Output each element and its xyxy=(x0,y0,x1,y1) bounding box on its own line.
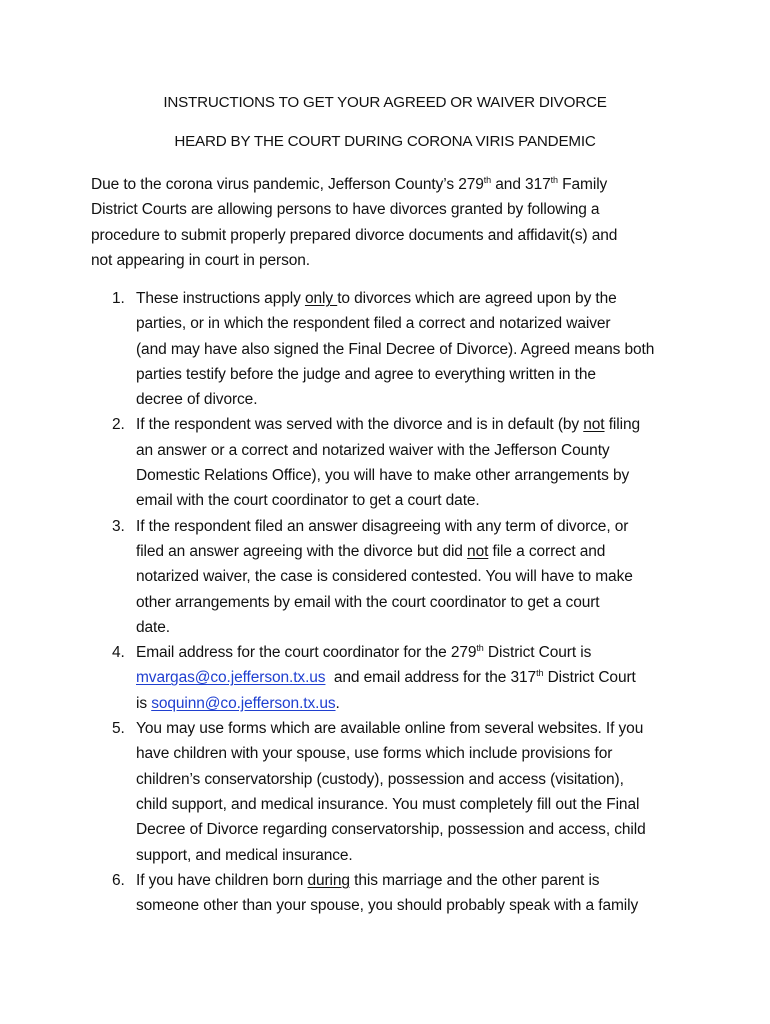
list-text: filing xyxy=(604,416,641,434)
list-item-line: children’s conservatorship (custody), possession and access (visitation), xyxy=(136,770,624,788)
list-text: . xyxy=(335,694,340,712)
ordinal-suffix: th xyxy=(476,643,484,654)
list-text: and email address for the 317 xyxy=(325,669,537,687)
list-text: this marriage and the other parent is xyxy=(349,871,600,889)
list-item-line xyxy=(136,286,770,311)
intro-text: Family xyxy=(557,176,608,193)
intro-line: procedure to submit properly prepared divorce documents and affidavit(s) and xyxy=(91,226,618,244)
list-item-line: Decree of Divorce regarding conservatorship, possession and access, child xyxy=(136,821,646,839)
emphasis-underline: only xyxy=(304,290,338,307)
ordinal-suffix: th xyxy=(550,175,558,185)
intro-line: District Courts are allowing persons to have divorces granted by following a xyxy=(91,201,600,219)
list-text: file a correct and xyxy=(488,542,606,560)
list-item xyxy=(0,868,770,919)
list-item-line: (and may have also signed the Final Decree of Divorce). Agreed means both xyxy=(136,340,655,358)
list-item-line: decree of divorce. xyxy=(136,391,258,409)
list-item xyxy=(0,640,770,716)
list-item-line: You may use forms which are available online from several websites. If you xyxy=(136,720,644,738)
list-item-line: someone other than your spouse, you should probably speak with a family xyxy=(136,897,639,915)
list-text: District Court is xyxy=(483,644,592,662)
list-text: If the respondent was served with the divorce and is in default (by xyxy=(136,416,584,434)
list-item-line xyxy=(136,691,770,716)
list-item-line: child support, and medical insurance. You must completely fill out the Final xyxy=(136,795,640,813)
intro-line xyxy=(91,172,691,197)
list-text: is xyxy=(136,694,152,712)
list-item xyxy=(0,716,770,868)
list-item-line: notarized waiver, the case is considered contested. You will have to make xyxy=(136,568,633,586)
ordinal-suffix: th xyxy=(536,668,544,679)
list-text: If you have children born xyxy=(136,871,308,889)
list-text: filed an answer agreeing with the divorce but did xyxy=(136,542,468,560)
list-item-line xyxy=(136,665,770,690)
list-item-line: date. xyxy=(136,618,170,636)
emphasis-underline: not xyxy=(467,542,489,560)
list-item-number: 1. xyxy=(112,290,125,307)
list-item-number: 6. xyxy=(112,871,125,889)
list-item-line: Domestic Relations Office), you will have to make other arrangements by xyxy=(136,467,630,485)
list-item-line: If the respondent filed an answer disagreeing with any term of divorce, or xyxy=(136,517,629,535)
list-item-line: other arrangements by email with the court coordinator to get a court xyxy=(136,593,600,611)
list-item-line xyxy=(136,539,770,564)
list-item-line: email with the court coordinator to get a court date. xyxy=(136,492,480,510)
list-item-line: support, and medical insurance. xyxy=(136,846,353,864)
list-item xyxy=(0,514,770,640)
document-title-line-2: HEARD BY THE COURT DURING CORONA VIRIS PANDEMIC xyxy=(174,133,596,150)
list-text: District Court xyxy=(543,669,636,687)
list-item-number: 2. xyxy=(112,416,125,434)
list-item-number: 3. xyxy=(112,517,125,535)
list-item-line: parties testify before the judge and agree to everything written in the xyxy=(136,365,596,383)
list-item-number: 4. xyxy=(112,644,125,662)
list-item-number: 5. xyxy=(112,720,125,738)
list-item-line: parties, or in which the respondent filed a correct and notarized waiver xyxy=(136,315,611,333)
intro-text: Due to the corona virus pandemic, Jefferson County’s 279 xyxy=(91,176,484,193)
intro-line: not appearing in court in person. xyxy=(91,251,311,269)
list-item xyxy=(0,286,770,412)
email-link-317th[interactable]: soquinn@co.jefferson.tx.us xyxy=(151,694,336,712)
list-text: These instructions apply xyxy=(136,290,305,307)
list-item-line xyxy=(136,640,770,665)
email-link-279th[interactable]: mvargas@co.jefferson.tx.us xyxy=(136,669,326,687)
list-item xyxy=(0,412,770,513)
intro-text: and 317 xyxy=(491,176,551,193)
list-text: to divorces which are agreed upon by the xyxy=(337,290,617,307)
list-item-line: an answer or a correct and notarized waiver with the Jefferson County xyxy=(136,441,610,459)
ordinal-suffix: th xyxy=(483,175,492,185)
list-item-line xyxy=(136,868,770,893)
intro-paragraph xyxy=(91,172,691,273)
document-title-line-1: INSTRUCTIONS TO GET YOUR AGREED OR WAIVER DIVORCE xyxy=(163,94,607,111)
emphasis-underline: during xyxy=(307,871,350,889)
list-item-line xyxy=(136,412,770,437)
list-text: Email address for the court coordinator for the 279 xyxy=(136,644,477,662)
list-item-line: have children with your spouse, use forms which include provisions for xyxy=(136,745,613,763)
instruction-list xyxy=(0,286,770,918)
emphasis-underline: not xyxy=(583,416,605,434)
